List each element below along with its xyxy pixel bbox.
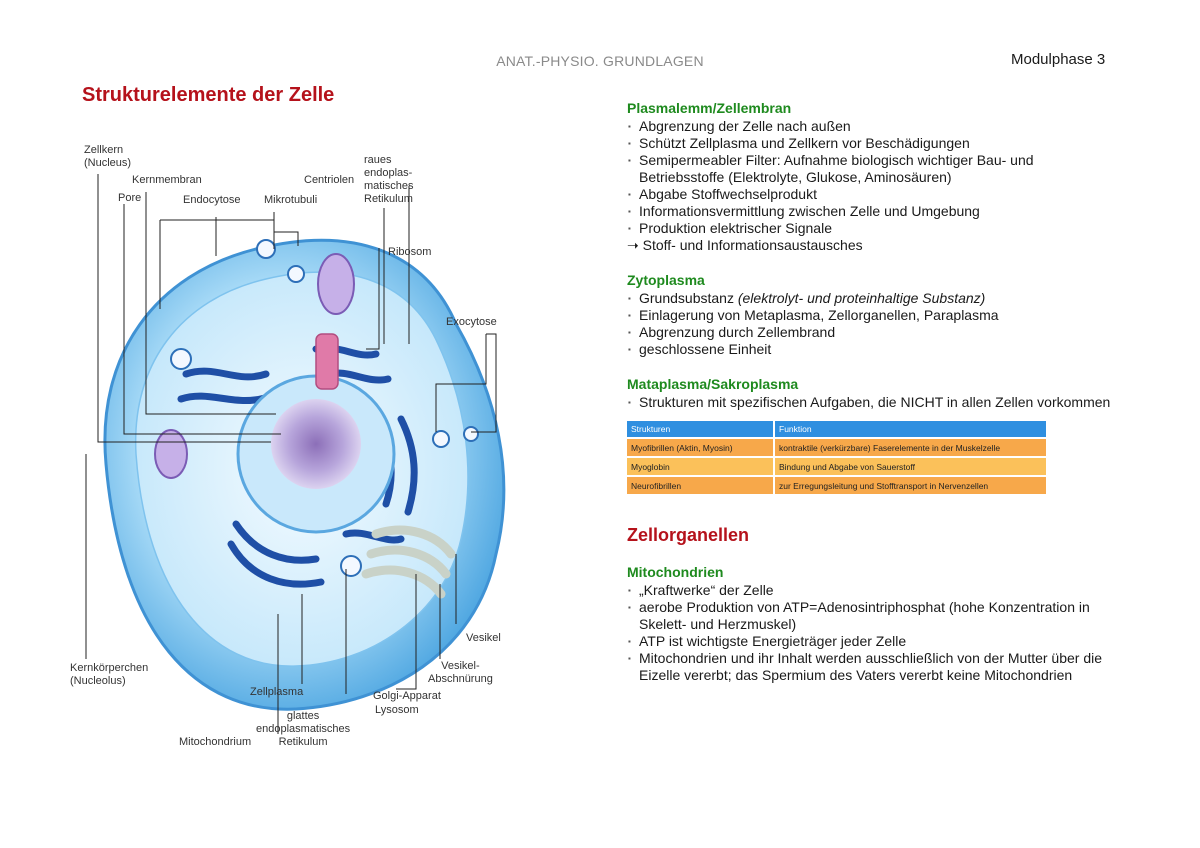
table-cell: Myofibrillen (Aktin, Myosin): [627, 439, 773, 456]
label-zellkern: Zellkern (Nucleus): [84, 144, 132, 169]
table-header: Strukturen: [627, 421, 773, 437]
section-title-cell-structure: Strukturelemente der Zelle: [82, 84, 335, 106]
right-column: [627, 100, 1117, 684]
table-cell: Myoglobin: [627, 458, 773, 475]
table-row: [627, 458, 1046, 475]
zytoplasma-list: [627, 290, 1117, 358]
label-exocytose: Exocytose: [446, 316, 497, 328]
table-header-row: [627, 421, 1046, 437]
list-item: ▪ aerobe Produktion von ATP=Adenosintriphosphat (hohe Konzentration in Skelett- und Herzmuskel): [627, 599, 1117, 633]
table-cell: Neurofibrillen: [627, 477, 773, 494]
heading-plasmalemm: Plasmalemm/Zellembran: [627, 100, 792, 116]
label-ribosom: Ribosom: [388, 246, 432, 258]
table-header: Funktion: [775, 421, 1046, 437]
list-item: ▪ Abgrenzung durch Zellembrand: [627, 324, 1117, 341]
label-kernmembran: Kernmembran: [132, 174, 202, 186]
list-item: ▪ Abgrenzung der Zelle nach außen: [627, 118, 1117, 135]
label-glattes-er: glattes endoplasmatisches Retikulum: [256, 710, 351, 748]
heading-zytoplasma: Zytoplasma: [627, 272, 705, 288]
mitochondrien-list: [627, 582, 1117, 684]
label-kernkoerperchen: Kernkörperchen (Nucleolus): [70, 662, 149, 687]
label-centriolen: Centriolen: [304, 174, 355, 186]
plasmalemm-list: [627, 118, 1117, 237]
list-item: ▪ Einlagerung von Metaplasma, Zellorganellen, Paraplasma: [627, 307, 1117, 324]
label-mitochondrium: Mitochondrium: [179, 736, 252, 748]
heading-zellorganellen: Zellorganellen: [627, 525, 750, 545]
mataplasma-list: [627, 394, 1117, 411]
table-cell: kontraktile (verkürzbare) Faserelemente in der Muskelzelle: [775, 439, 1046, 456]
table-cell: Bindung und Abgabe von Sauerstoff: [775, 458, 1046, 475]
list-item: [627, 290, 1117, 307]
list-item: ▪ Produktion elektrischer Signale: [627, 220, 1117, 237]
table-row: [627, 439, 1046, 456]
structures-function-table: [625, 419, 1048, 496]
list-item: ▪ Informationsvermittlung zwischen Zelle und Umgebung: [627, 203, 1117, 220]
module-phase-label: Modulphase 3: [1011, 51, 1106, 68]
heading-mataplasma: Mataplasma/Sakroplasma: [627, 376, 799, 392]
label-vesikel-abschnuerung: Vesikel- Abschnürung: [428, 660, 493, 685]
label-pore: Pore: [118, 192, 142, 204]
label-lysosom: Lysosom: [375, 704, 419, 716]
list-item-text: Grundsubstanz: [639, 290, 738, 306]
list-item-italic: (elektrolyt- und proteinhaltige Substanz): [737, 290, 986, 306]
list-item: ▪ „Kraftwerke“ der Zelle: [627, 582, 1117, 599]
list-item: ▪ Mitochondrien und ihr Inhalt werden ausschließlich von der Mutter über die Eizelle vererbt; das Spermium des Vaters vererbt keine Mitochondrien: [627, 650, 1117, 684]
label-vesikel: Vesikel: [466, 632, 501, 644]
label-endocytose: Endocytose: [183, 194, 241, 206]
label-raues-er: raues endoplas- matisches Retikulum: [364, 154, 414, 205]
heading-mitochondrien: Mitochondrien: [627, 564, 724, 580]
table-cell: zur Erregungsleitung und Stofftransport in Nervenzellen: [775, 477, 1046, 494]
cell-diagram: [66, 134, 536, 754]
label-mikrotubuli: Mikrotubuli: [264, 194, 318, 206]
list-item: ▪ Schützt Zellplasma und Zellkern vor Beschädigungen: [627, 135, 1117, 152]
list-item: ▪ geschlossene Einheit: [627, 341, 1117, 358]
label-zellplasma: Zellplasma: [250, 686, 304, 698]
list-item: ▪ ATP ist wichtigste Energieträger jeder Zelle: [627, 633, 1117, 650]
document-header: ANAT.-PHYSIO. GRUNDLAGEN: [496, 53, 704, 69]
list-item: ▪ Semipermeabler Filter: Aufnahme biologisch wichtiger Bau- und Betriebsstoffe (Elektrolyte, Glukose, Aminosäuren): [627, 152, 1117, 186]
table-row: [627, 477, 1046, 494]
plasmalemm-conclusion: ➝ Stoff- und Informationsaustausches: [627, 237, 863, 253]
list-item: ▪ Abgabe Stoffwechselprodukt: [627, 186, 1117, 203]
label-golgi-apparat: Golgi-Apparat: [373, 690, 441, 702]
list-item: ▪ Strukturen mit spezifischen Aufgaben, die NICHT in allen Zellen vorkommen: [627, 394, 1117, 411]
